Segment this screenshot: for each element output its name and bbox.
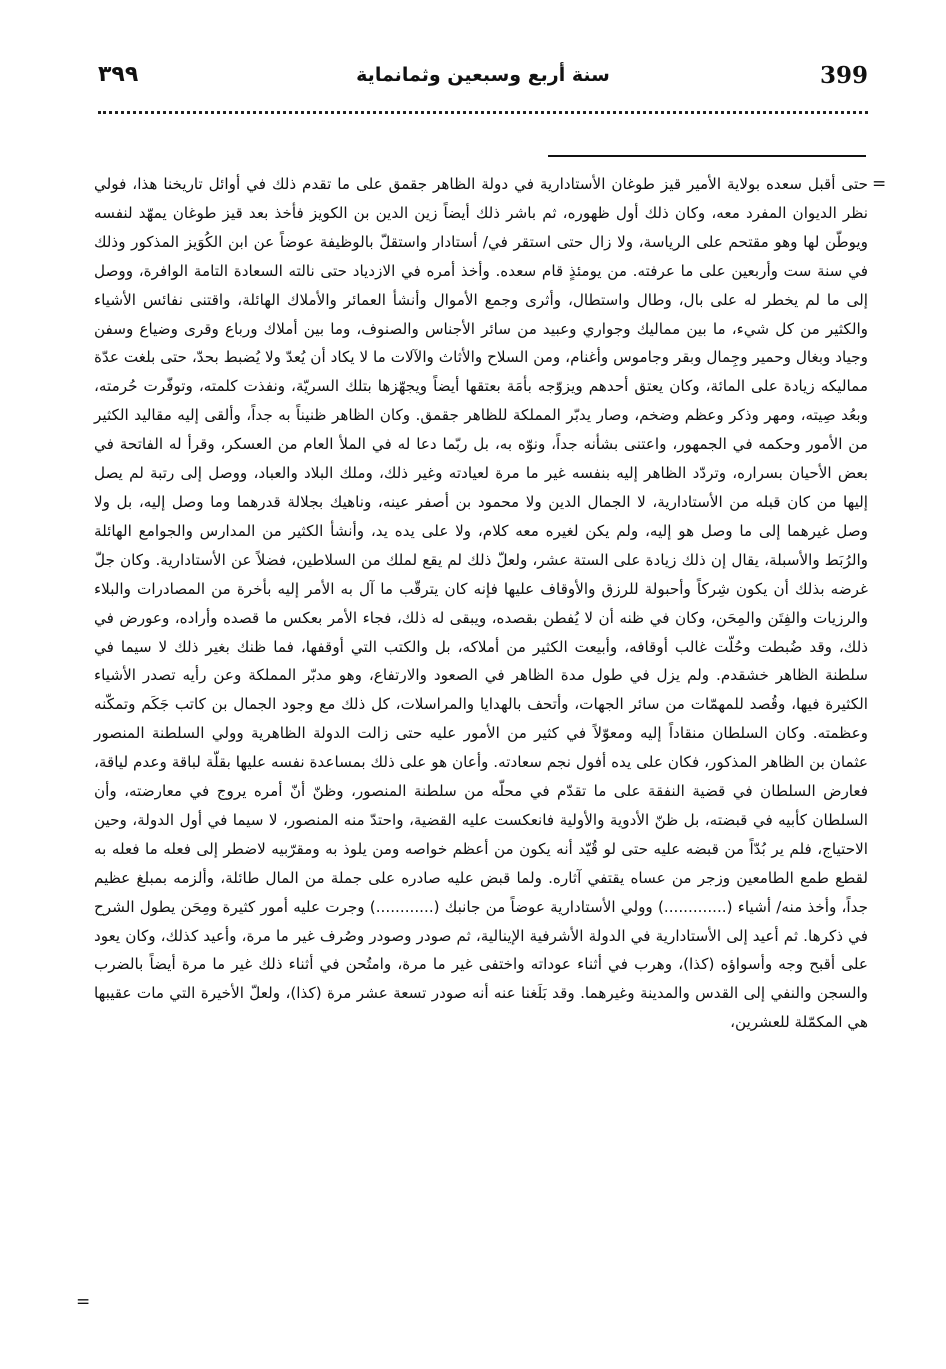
header-dotted-rule [98,111,868,114]
page-number-arabic: ٣٩٩ [98,62,139,87]
page-header [98,58,868,98]
body-paragraph: حتى أقبل سعده بولاية الأمير قيز طوغان الأستادارية في دولة الظاهر جقمق على ما تقدم ذلك في أوائل تاريخنا هذا، فولي نظر الديوان المفرد معه، وكان ذلك أول ظهوره، ثم باشر ذلك أيضاً زين الدين بن الكويز فأخذ بعد قيز طوغان يمهّد لنفسه ويوطّن لها وهو مقتحم على الرياسة، ولا زال حتى استقر في/ أستادار واستقلّ بالوظيفة عوضاً عن ابن الكُوَيز المذكور وذلك في سنة ست وأربعين على ما عرفته. من يومئذٍ قام سعده. وأخذ أمره في الازدياد حتى نالته السعادة التامة الوافرة، ووصل إلى ما لم يخطر له على بال، وطال واستطال، وأثرى وجمع الأموال وأنشأ العمائر والأملاك الهائلة، واقتنى نفائس الأشياء والكثير من كل شيء، ما بين مماليك وجواري وعبيد من سائر الأجناس والصنوف، وما بين أملاك ورباع وقرى وضياع وسفن وجياد وبغال وحمير وجِمال وبقر وجاموس وأغنام، ومن السلاح والأثاث والآلات ما لا يكاد أن يُعدّ ولا يُضبط بحدّ، حتى بلغت عدّة مماليكه زيادة على المائة، وكان يعتق أحدهم ويزوّجه بأمَة بعتقها أيضاً ويجهّزها بتلك السريّة، ونفذت كلمته، وتوفّرت حُرمته، وبعُد صِيته، ومهر وذكر وعظم وضخم، وصار يدبّر المملكة للظاهر جقمق. وكان الظاهر ظنيناً به جداً، وألقى إليه مقاليد الكثير من الأمور وحكمه في الجمهور، واعتنى بشأنه جداً، ونوّه به، بل ربّما دعا له في الملأ العام من العسكر، وقرأ له الفاتحة في بعض الأحيان بسراره، وتردّد الظاهر إليه بنفسه غير ما مرة لعيادته وغير ذلك، وملك البلاد والعباد، ووصل إلى رتبة لم يصل إليها من كان قبله من الأستادارية، لا الجمال الدين ولا محمود بن أصفر عينه، وناهيك بجلالة قدرهما وما وصل إليه، بل ولا وصل غيرهما إلى ما وصل هو إليه، ولم يكن لغيره معه كلام، ولا على يده يد، وأنشأ الكثير من المدارس والجوامع الهائلة والرُبَط والأسبلة، يقال إن ذلك زيادة على الستة عشر، ولعلّ ذلك لم يقع لملك من السلاطين، فضلاً عن الأستادارية. وكان جلّ غرضه بذلك أن يكون شِركاً وأحبولة للرزق والأوقاف عليها فإنه كان يترقّب ما آل به الأمر إليه بأخرة من المصادرات والبلاء والرزيات والفِتَن والمِحَن، وكان في ظنه أن لا يُفطن بقصده، ويبقى له ذلك، فجاء الأمر بعكس ما قصده وأراده، وعورض في ذلك، وقد ضُبطت وحُلّت غالب أوقافه، وأبيعت الكثير من أملاكه، بل والكتب التي أوقفها، فما ظنك بغير ذلك لا سيما في سلطنة الظاهر خشقدم. ولم يزل في طول مدة الظاهر في الصعود والارتفاع، وهو مدبّر المملكة وعن رأيه تصدر الأشياء الكثيرة فيها، وقُصد للمهمّات من سائر الجهات، وأتحف بالهدايا والمراسلات، كل ذلك مع وجود الجمال بن كاتب جَكَم وتمكّنه وعظمته. وكان السلطان منقاداً إليه ومعوّلاً في كثير من الأمور عليه حتى زالت الدولة الظاهرية وولي السلطنة المنصور عثمان بن الظاهر المذكور، فكان على يده أفول نجم سعادته. وأعان هو على ذلك بمساعدة نفسه عليها بقلّة لباقة وعدم لياقة، فعارض السلطان في قضية النفقة على ما تقدّم في محلّه من سلطنة المنصور، وظنّ أنّ أمره يروج في معارضته، وأن السلطان كأبيه في قبضته، بل ظنّ الأدوية والأولية فانعكست عليه القضية، واحتدّ منه المنصور، لا سيما في أول الدولة، وحين الاحتياج، فلم ير بُدّاً من قبضه عليه حتى لو قُيّد أنه يكون من أعظم خواصه ومن يلوذ به ومقرّبيه لاضطر إلى فعله ما فعله به لقطع طمع الطامعين وزجر من عساه يقتفي آثاره. ولما قبض عليه صادره على جملة من المال طائلة، وألزمه بمبلغ عظيم جداً، وأخذ منه/ أشياء (.............) وولي الأستادارية عوضاً من جانبك (............) وجرت عليه أمور كثيرة ومِحَن يطول الشرح في ذكرها. ثم أعيد إلى الأستادارية في الدولة الأشرفية الإينالية، ثم صودر وصودر وصُرف غير ما مرة، وأعيد كذلك، وكان يعود على أقبح وجه وأسواؤه (كذا)، وهرب في أثناء عوداته واختفى غير ما مرة، وامتُحن في أثناء ذلك غير ما مرة أيضاً بالضرب والسجن والنفي إلى القدس والمدينة وغيرهما. وقد بَلَغنا عنه أنه صودر تسعة عشر مرة (كذا)، ولعلّ الأخيرة التي مات عقيبها هي المكمّلة للعشرين، [94,175,868,1032]
body-text [94,170,868,1037]
continuation-rule [548,155,866,157]
continuation-mark-bottom: = [76,1292,91,1312]
page-number-latin: 399 [819,62,868,89]
continuation-mark-top: = [872,174,887,194]
running-title: سنة أربع وسبعين وثمانماية [356,64,610,86]
